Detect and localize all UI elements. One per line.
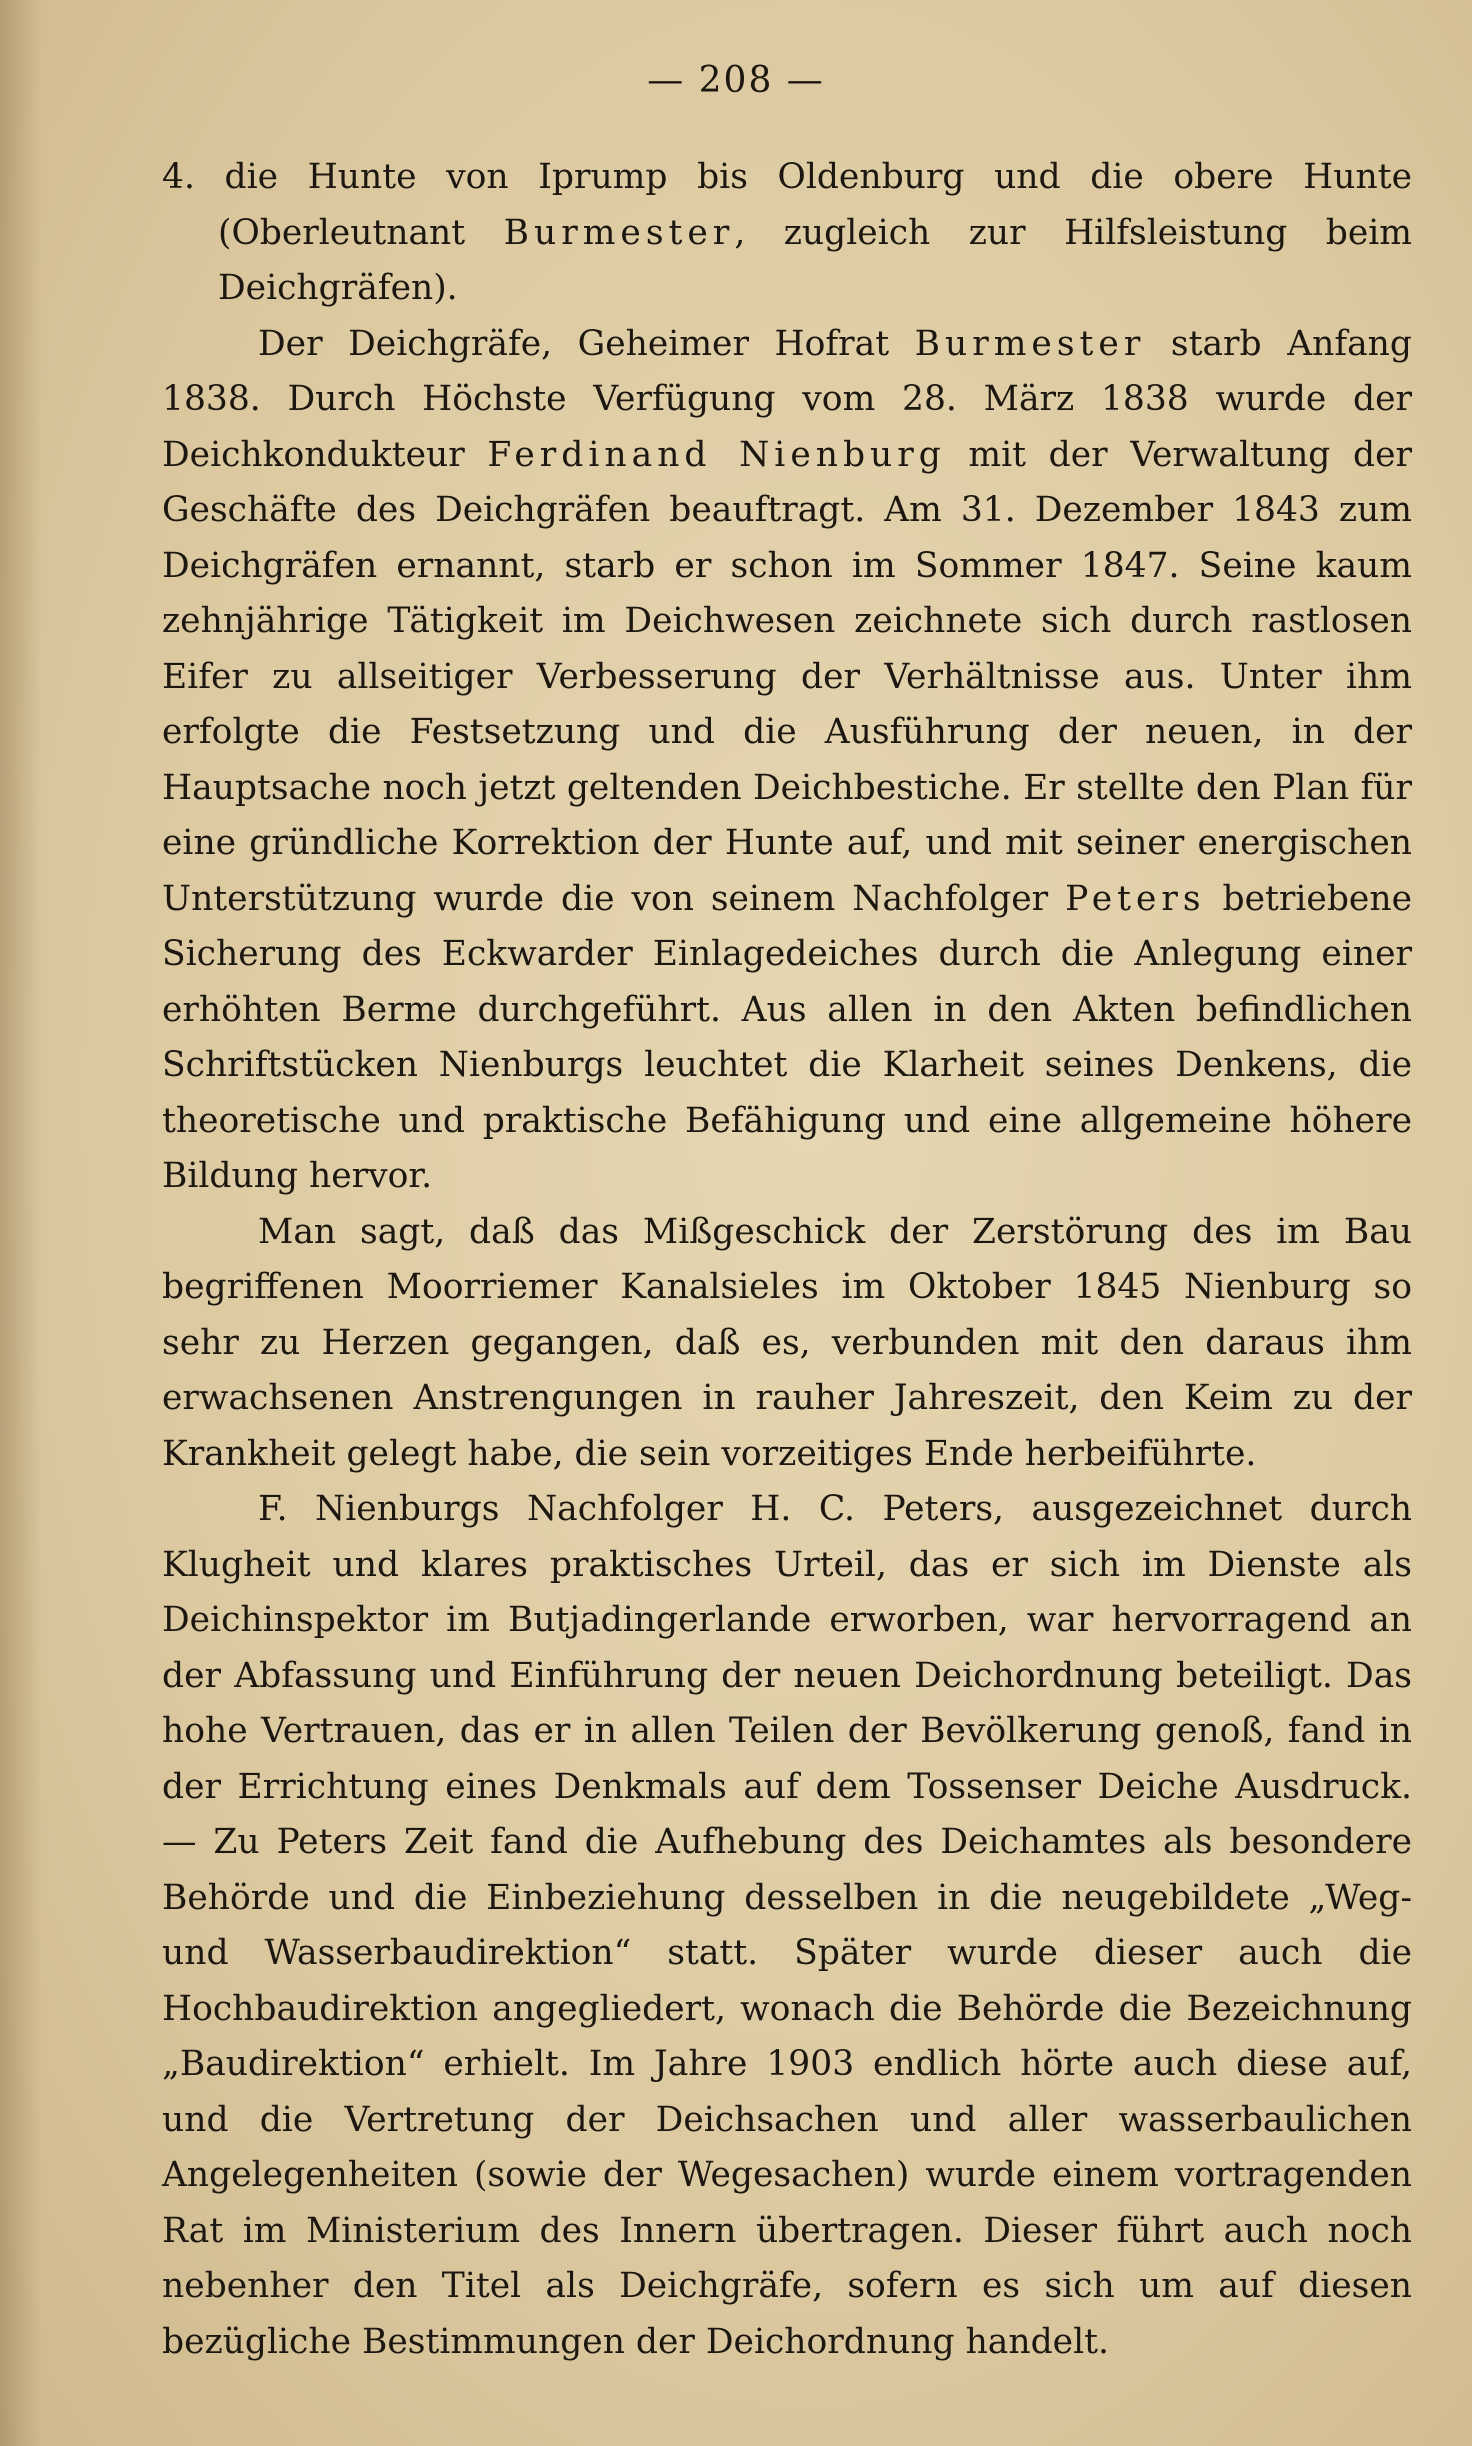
paragraph-1 — [162, 317, 1412, 1205]
body-text — [162, 150, 1412, 2370]
list-item-text-2: , zugleich zur Hilfsleistung beim Deichgräfen). — [218, 212, 1412, 308]
paragraph-1-segment-4: betriebene Sicherung des Eckwarder Einlagedeiches durch die Anlegung einer erhöhten Berme durchgeführt. Aus allen in den Akten befindlichen Schriftstücken Nienburgs leuchtet die Klarheit seines Denkens, die theoretische und praktische Befähigung und eine allgemeine höhere Bildung hervor. — [162, 878, 1412, 1196]
paragraph-1-name-nienburg: Ferdinand Nienburg — [487, 434, 946, 475]
list-item-name: Burmester — [503, 212, 735, 253]
paragraph-1-name-peters: Peters — [1065, 878, 1206, 919]
paragraph-1-segment-3: mit der Verwaltung der Geschäfte des Deichgräfen beauftragt. Am 31. Dezember 1843 zum Deichgräfen ernannt, starb er schon im Sommer 1847. Seine kaum zehnjährige Tätigkeit im Deichwesen zeichnete sich durch rastlosen Eifer zu allseitiger Verbesserung der Verhältnisse aus. Unter ihm erfolgte die Festsetzung und die Ausführung der neuen, in der Hauptsache noch jetzt geltenden Deichbestiche. Er stellte den Plan für eine gründliche Korrektion der Hunte auf, und mit seiner energischen Unterstützung wurde die von seinem Nachfolger — [162, 434, 1412, 919]
paragraph-1-name-burmester: Burmester — [914, 323, 1146, 364]
page-fold-shadow — [0, 0, 42, 2446]
paragraph-1-segment-1: Der Deichgräfe, Geheimer Hofrat — [258, 323, 915, 364]
list-item-text-1: die Hunte von Iprump bis Oldenburg und die obere Hunte (Oberleutnant — [218, 157, 1412, 253]
list-item-4 — [162, 150, 1412, 317]
paragraph-3: F. Nienburgs Nachfolger H. C. Peters, ausgezeichnet durch Klugheit und klares praktisches Urteil, das er sich im Dienste als Deichinspektor im Butjadingerlande erworben, war hervorragend an der Abfassung und Einführung der neuen Deichordnung beteiligt. Das hohe Vertrauen, das er in allen Teilen der Bevölkerung genoß, fand in der Errichtung eines Denkmals auf dem Tossenser Deiche Ausdruck. — Zu Peters Zeit fand die Aufhebung des Deichamtes als besondere Behörde und die Einbeziehung desselben in die neugebildete „Weg- und Wasserbaudirektion“ statt. Später wurde dieser auch die Hochbaudirektion angegliedert, wonach die Behörde die Bezeichnung „Baudirektion“ erhielt. Im Jahre 1903 endlich hörte auch diese auf, und die Vertretung der Deichsachen und aller wasserbaulichen Angelegenheiten (sowie der Wegesachen) wurde einem vortragenden Rat im Ministerium des Innern übertragen. Dieser führt auch noch nebenher den Titel als Deichgräfe, sofern es sich um auf diesen bezügliche Bestimmungen der Deichordnung handelt. — [162, 1489, 1412, 2362]
paragraph-2: Man sagt, daß das Mißgeschick der Zerstörung des im Bau begriffenen Moorriemer Kanalsieles im Oktober 1845 Nienburg so sehr zu Herzen gegangen, daß es, verbunden mit den daraus ihm erwachsenen Anstrengungen in rauher Jahreszeit, den Keim zu der Krankheit gelegt habe, die sein vorzeitiges Ende herbeiführte. — [162, 1211, 1412, 1474]
page-number: — 208 — — [647, 60, 825, 101]
paragraph-1-segment-2: starb Anfang 1838. Durch Höchste Verfügung vom 28. März 1838 wurde der Deichkondukteur — [162, 323, 1412, 475]
list-item-number: 4. — [162, 157, 195, 197]
